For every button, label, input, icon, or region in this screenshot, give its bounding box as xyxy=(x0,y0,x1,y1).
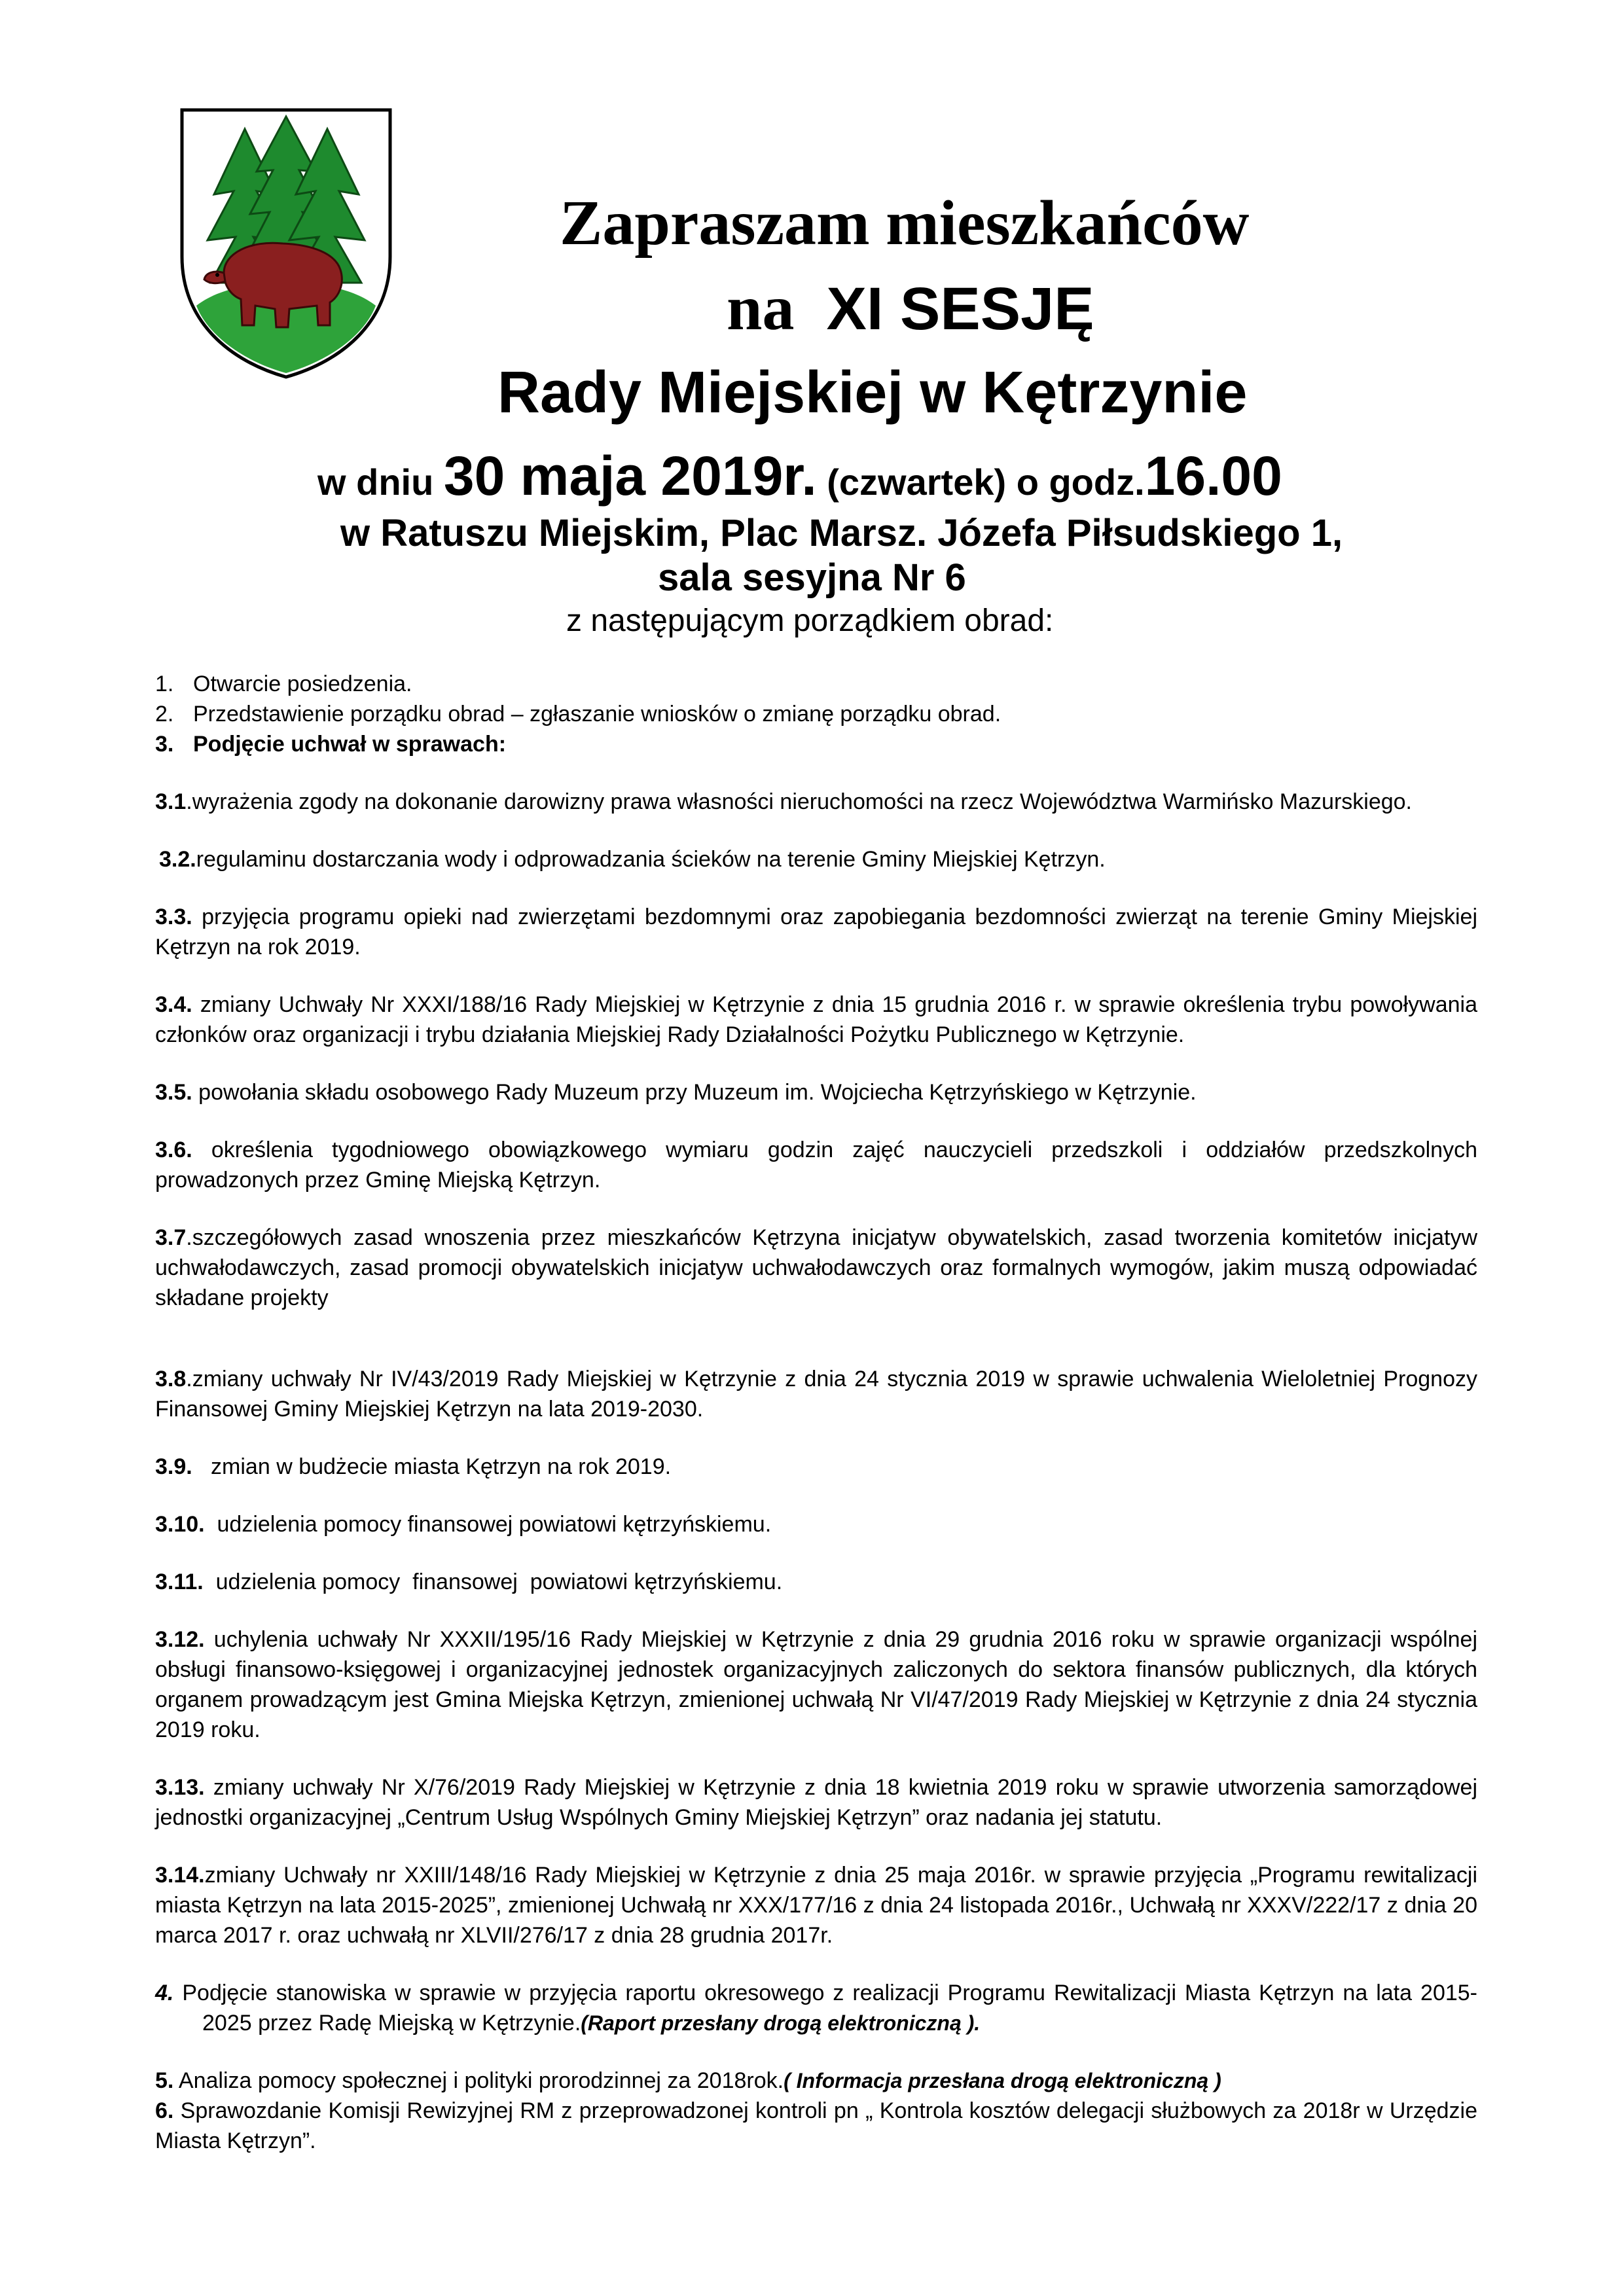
session-heading xyxy=(727,273,1094,344)
item-text: zmiany uchwały Nr X/76/2019 Rady Miejskiej w Kętrzynie z dnia 18 kwietnia 2019 roku w sprawie utworzenia samorządowej jednostki organizacyjnej „Centrum Usług Wspólnych Gminy Miejskiej Kętrzyn” oraz nadania jej statutu. xyxy=(155,1775,1477,1830)
item-text: udzielenia pomocy finansowej powiatowi kętrzyńskiemu. xyxy=(204,1512,772,1537)
item-number: 3.3. xyxy=(155,905,192,929)
item-number: 3.2. xyxy=(159,847,196,872)
item-number: 3.1 xyxy=(155,789,187,814)
agenda-intro: z następującym porządkiem obrad: xyxy=(566,603,1054,638)
item-number: 3.7 xyxy=(155,1225,187,1250)
session-date-line xyxy=(317,445,1282,507)
agenda-item-2 xyxy=(155,699,1477,729)
item-number: 3.4. xyxy=(155,992,192,1017)
item-text: zmiany Uchwały nr XXIII/148/16 Rady Miejskiej w Kętrzynie z dnia 25 maja 2016r. w sprawie przyjęcia „Programu rewitalizacji miasta Kętrzyn na lata 2015-2025”, zmienionej Uchwałą nr XXX/177/16 z dnia 24 listopada 2016r., Uchwałą nr XXXV/222/17 z dnia 20 marca 2017 r. oraz uchwałą nr XLVII/276/17 z dnia 28 grudnia 2017r. xyxy=(155,1863,1477,1948)
item-number: 4. xyxy=(155,1981,174,2005)
item-text: zmian w budżecie miasta Kętrzyn na rok 2019. xyxy=(192,1454,672,1479)
date-prefix: w dniu xyxy=(317,461,434,503)
item-text: regulaminu dostarczania wody i odprowadzania ścieków na terenie Gminy Miejskiej Kętrzyn. xyxy=(196,847,1106,872)
item-text: Przedstawienie porządku obrad – zgłaszanie wniosków o zmianę porządku obrad. xyxy=(193,702,1001,726)
item-number: 5. xyxy=(155,2068,174,2093)
item-number: 3.9. xyxy=(155,1454,192,1479)
agenda-item-3-1 xyxy=(155,787,1477,817)
item-text: .wyrażenia zgody na dokonanie darowizny prawa własności nieruchomości na rzecz Województwa Warmińsko Mazurskiego. xyxy=(186,789,1412,814)
session-room: sala sesyjna Nr 6 xyxy=(658,556,966,599)
item-number: 3. xyxy=(155,732,174,757)
agenda-item-3-4 xyxy=(155,990,1477,1050)
item-text: powołania składu osobowego Rady Muzeum przy Muzeum im. Wojciecha Kętrzyńskiego w Kętrzynie. xyxy=(192,1080,1197,1105)
item-text: udzielenia pomocy finansowej powiatowi kętrzyńskiemu. xyxy=(203,1570,783,1594)
agenda-item-3-2 xyxy=(155,844,1477,874)
invitation-heading: Zapraszam mieszkańców xyxy=(560,188,1250,259)
item-text: przyjęcia programu opieki nad zwierzętami bezdomnymi oraz zapobiegania bezdomności zwierząt na terenie Gminy Miejskiej Kętrzyn na rok 2019. xyxy=(155,905,1477,960)
agenda-item-6 xyxy=(155,2096,1477,2156)
item-number: 3.8 xyxy=(155,1367,187,1391)
city-crest-icon xyxy=(178,106,394,381)
session-date: 30 maja 2019r. xyxy=(443,445,817,507)
item-note: (Raport przesłany drogą elektroniczną ). xyxy=(581,2011,981,2035)
item-text: Analiza pomocy społecznej i polityki prorodzinnej za 2018rok. xyxy=(173,2068,784,2093)
agenda-item-4 xyxy=(155,1978,1477,2038)
agenda-item-3-11 xyxy=(155,1567,1477,1597)
item-text: zmiany Uchwały Nr XXXI/188/16 Rady Miejskiej w Kętrzynie z dnia 15 grudnia 2016 r. w sprawie określenia trybu powoływania członków oraz organizacji i trybu działania Miejskiej Rady Działalności Pożytku Publicznego w Kętrzynie. xyxy=(155,992,1477,1047)
item-text: Sprawozdanie Komisji Rewizyjnej RM z przeprowadzonej kontroli pn „ Kontrola kosztów delegacji służbowych za 2018r w Urzędzie Miasta Kętrzyn”. xyxy=(155,2098,1477,2153)
item-text: określenia tygodniowego obowiązkowego wymiaru godzin zajęć nauczycieli przedszkoli i oddziałów przedszkolnych prowadzonych przez Gminę Miejską Kętrzyn. xyxy=(155,1138,1477,1193)
agenda-item-3-3 xyxy=(155,902,1477,962)
item-text: .szczegółowych zasad wnoszenia przez mieszkańców Kętrzyna inicjatyw obywatelskich, zasad tworzenia komitetów inicjatyw uchwałodawczych, zasad promocji obywatelskich inicjatyw uchwałodawczych oraz formalnych wymogów, jakim muszą odpowiadać składane projekty xyxy=(155,1225,1477,1310)
item-number: 3.10. xyxy=(155,1512,205,1537)
agenda-item-3-10 xyxy=(155,1509,1477,1539)
agenda-item-3-8 xyxy=(155,1364,1477,1424)
item-number: 3.5. xyxy=(155,1080,192,1105)
agenda-item-3-6 xyxy=(155,1135,1477,1195)
item-text: uchylenia uchwały Nr XXXII/195/16 Rady Miejskiej w Kętrzynie z dnia 29 grudnia 2016 roku w sprawie organizacji wspólnej obsługi finansowo-księgowej i organizacyjnej jednostek organizacyjnych zaliczonych do sektora finansów publicznych, dla których organem prowadzącym jest Gmina Miejska Kętrzyn, zmienionej uchwałą Nr VI/47/2019 Rady Miejskiej w Kętrzynie z dnia 24 stycznia 2019 roku. xyxy=(155,1627,1477,1742)
item-number: 3.6. xyxy=(155,1138,192,1162)
session-day: (czwartek) o godz. xyxy=(827,461,1145,503)
agenda-item-3-9 xyxy=(155,1452,1477,1482)
item-number: 1. xyxy=(155,672,174,696)
agenda-item-3-5 xyxy=(155,1077,1477,1107)
agenda-item-3 xyxy=(155,729,1477,759)
session-heading-prefix: na xyxy=(727,273,795,344)
council-name: Rady Miejskiej w Kętrzynie xyxy=(497,360,1248,425)
agenda-list xyxy=(155,669,1477,2156)
session-number: XI SESJĘ xyxy=(826,276,1094,342)
item-number: 3.14. xyxy=(155,1863,205,1888)
item-text: .zmiany uchwały Nr IV/43/2019 Rady Miejskiej w Kętrzynie z dnia 24 stycznia 2019 w sprawie uchwalenia Wieloletniej Prognozy Finansowej Gminy Miejskiej Kętrzyn na lata 2019-2030. xyxy=(155,1367,1477,1422)
item-text: Podjęcie stanowiska w sprawie w przyjęcia raportu okresowego z realizacji Programu Rewitalizacji Miasta Kętrzyn na lata 2015-2025 przez Radę Miejską w Kętrzynie. xyxy=(173,1981,1477,2036)
item-number: 3.12. xyxy=(155,1627,205,1652)
item-number: 3.13. xyxy=(155,1775,205,1800)
agenda-item-3-12 xyxy=(155,1624,1477,1745)
item-number: 3.11. xyxy=(155,1570,204,1594)
agenda-item-5 xyxy=(155,2066,1477,2096)
item-text: Podjęcie uchwał w sprawach: xyxy=(193,732,507,757)
item-text: Otwarcie posiedzenia. xyxy=(193,672,412,696)
item-note: ( Informacja przesłana drogą elektroniczną ) xyxy=(784,2069,1221,2092)
item-number: 6. xyxy=(155,2098,174,2123)
agenda-item-3-14 xyxy=(155,1860,1477,1950)
session-time: 16.00 xyxy=(1144,445,1282,507)
session-location: w Ratuszu Miejskim, Plac Marsz. Józefa Piłsudskiego 1, xyxy=(340,512,1343,554)
agenda-item-1 xyxy=(155,669,1477,699)
agenda-item-3-7 xyxy=(155,1223,1477,1313)
item-number: 2. xyxy=(155,702,174,726)
agenda-item-3-13 xyxy=(155,1772,1477,1833)
